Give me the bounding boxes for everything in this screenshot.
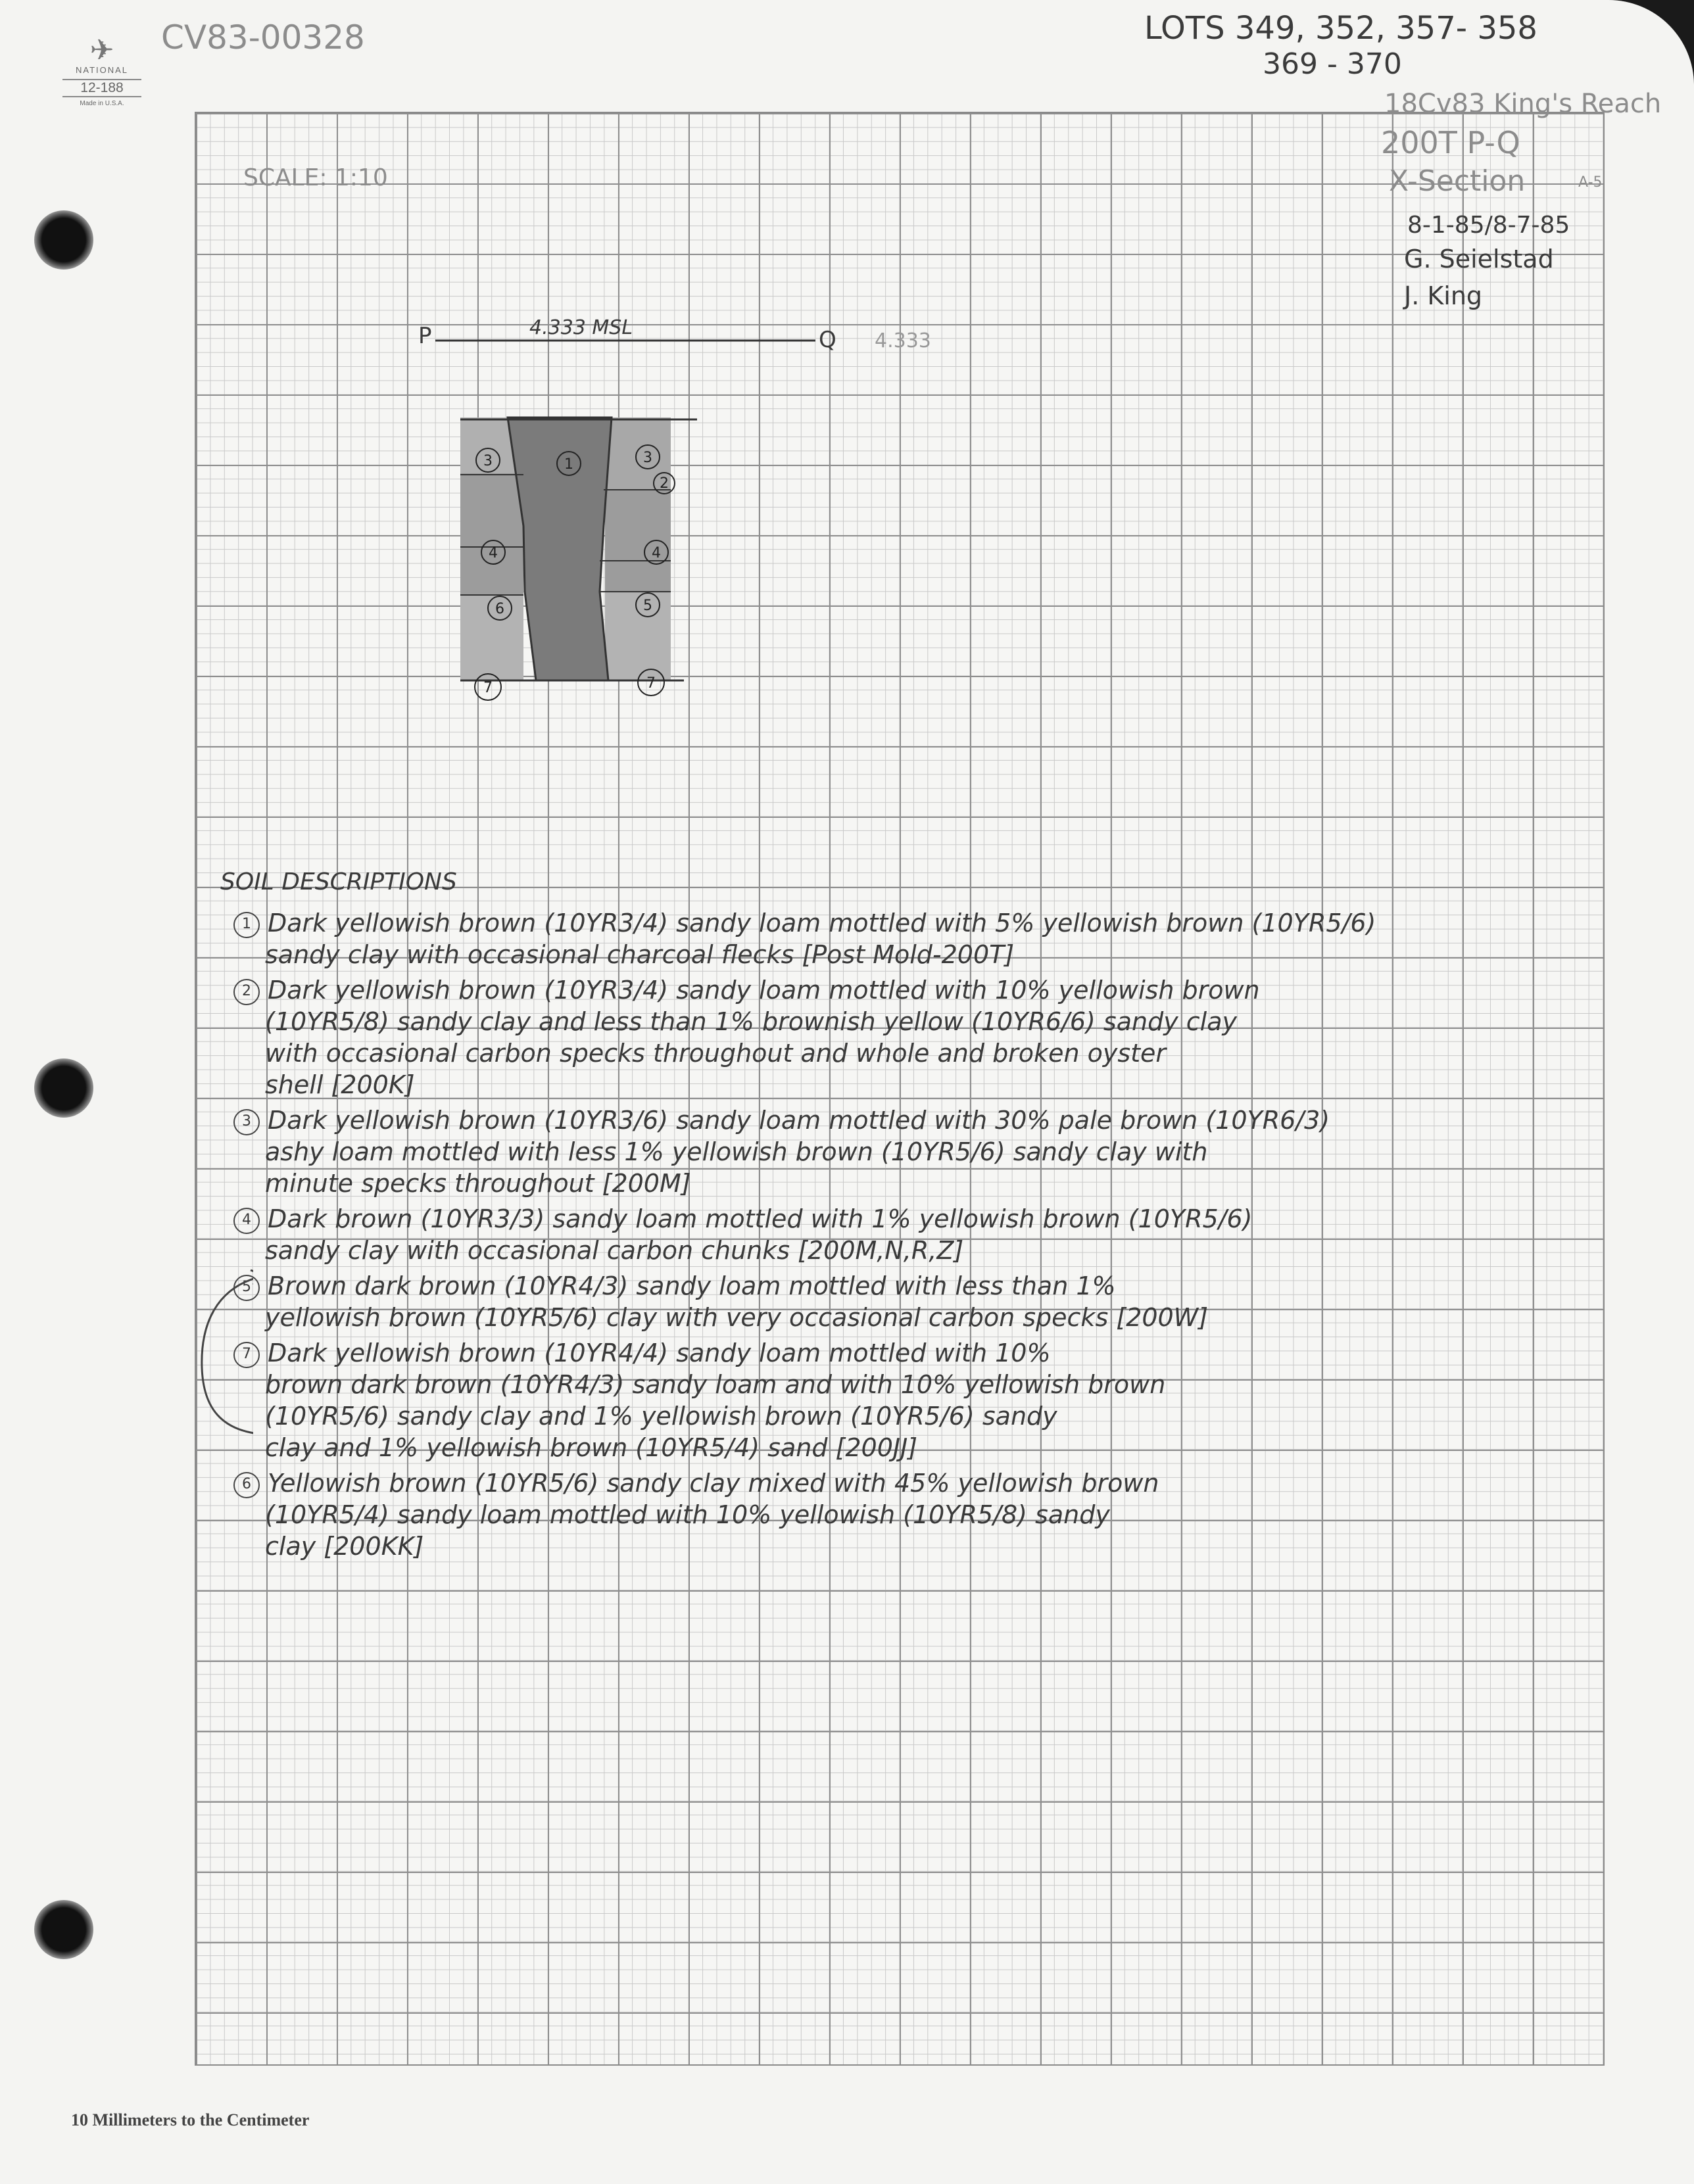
soil-item-line: yellowish brown (10YR5/6) clay with very occasional carbon specks [200W] xyxy=(265,1303,1209,1332)
soil-item-number: 3 xyxy=(233,1109,260,1135)
profile-drawing xyxy=(395,302,986,828)
layer-7-left xyxy=(460,595,523,680)
soil-item-line: brown dark brown (10YR4/3) sandy loam and with 10% yellowish brown xyxy=(265,1370,1166,1399)
paper-footer: 10 Millimeters to the Centimeter xyxy=(71,2110,310,2129)
soil-item-line: Dark yellowish brown (10YR3/4) sandy loam mottled with 10% yellowish brown xyxy=(268,976,1260,1005)
soil-item-line: shell [200K] xyxy=(265,1070,415,1099)
soil-item-number: 7 xyxy=(233,1342,260,1368)
logo-code: 12-188 xyxy=(62,79,141,97)
binder-hole-top xyxy=(34,210,93,270)
soil-item-line: Dark brown (10YR3/3) sandy loam mottled with 1% yellowish brown (10YR5/6) xyxy=(268,1204,1253,1233)
layer-7-right xyxy=(605,592,671,680)
logo-brand: NATIONAL xyxy=(75,65,129,75)
p-marker: P xyxy=(418,323,432,349)
datum-right: 4.333 xyxy=(875,329,931,352)
form-number: CV83-00328 xyxy=(161,18,365,57)
lots-line-1: LOTS 349, 352, 357- 358 xyxy=(1144,10,1537,47)
soil-item-line: Dark yellowish brown (10YR3/4) sandy loam mottled with 5% yellowish brown (10YR5/6) xyxy=(268,909,1376,938)
layer-label-right-5: 5 xyxy=(643,598,652,614)
reorder-arrow-icon xyxy=(187,1269,253,1466)
soil-item-line: Dark yellowish brown (10YR3/6) sandy loam mottled with 30% pale brown (10YR6/3) xyxy=(268,1106,1330,1135)
binder-hole-bottom xyxy=(34,1900,93,1959)
soil-item-line: Dark yellowish brown (10YR4/4) sandy loam mottled with 10% xyxy=(268,1339,1051,1367)
recorder-2: J. King xyxy=(1404,281,1483,310)
dates: 8-1-85/8-7-85 xyxy=(1407,212,1570,239)
soil-item-line: with occasional carbon specks throughout and whole and broken oyster xyxy=(265,1039,1167,1068)
soil-item-line: (10YR5/4) sandy loam mottled with 10% yellowish (10YR5/8) sandy xyxy=(265,1500,1110,1529)
lots-line-2: 369 - 370 xyxy=(1263,47,1402,81)
binder-hole-middle xyxy=(34,1058,93,1118)
soil-item-line: sandy clay with occasional carbon chunks [200M,N,R,Z] xyxy=(265,1236,964,1265)
soil-item-line: clay and 1% yellowish brown (10YR5/4) sand [200JJ] xyxy=(265,1433,918,1462)
soil-item xyxy=(233,907,1376,970)
layer-label-left-6: 6 xyxy=(495,601,504,617)
soil-item-line: (10YR5/8) sandy clay and less than 1% brownish yellow (10YR6/6) sandy clay xyxy=(265,1007,1237,1036)
soil-item-line: Yellowish brown (10YR5/6) sandy clay mixed with 45% yellowish brown xyxy=(268,1469,1159,1498)
soil-item-number: 5 xyxy=(233,1275,260,1301)
soil-item-line: ashy loam mottled with less 1% yellowish brown (10YR5/6) sandy clay with xyxy=(265,1137,1208,1166)
q-marker: Q xyxy=(819,327,836,353)
soil-item-line: clay [200KK] xyxy=(265,1532,424,1561)
soil-item xyxy=(233,1203,1376,1266)
scale-label: SCALE: 1:10 xyxy=(243,164,388,191)
soil-item xyxy=(233,974,1376,1101)
soil-item-number: 1 xyxy=(233,912,260,938)
layer-label-left-7: 7 xyxy=(483,680,493,696)
national-logo-icon: ✈ xyxy=(89,34,114,66)
soil-item-line: (10YR5/6) sandy clay and 1% yellowish brown (10YR5/6) sandy xyxy=(265,1402,1057,1431)
datum-label: 4.333 MSL xyxy=(529,316,633,339)
soil-item xyxy=(233,1270,1376,1333)
soil-item-number: 2 xyxy=(233,979,260,1005)
soil-heading: SOIL DESCRIPTIONS xyxy=(220,868,457,895)
site-number: 18Cv83 King's Reach xyxy=(1384,89,1662,119)
soil-item-number: 6 xyxy=(233,1472,260,1498)
manufacturer-logo xyxy=(62,36,141,107)
layer-label-left-3: 3 xyxy=(483,453,493,469)
soil-item xyxy=(233,1104,1376,1199)
layer-label-left-4: 4 xyxy=(489,545,498,561)
layer-label-center-1: 1 xyxy=(564,456,573,473)
soil-item-number: 4 xyxy=(233,1208,260,1234)
soil-item-line: minute specks throughout [200M] xyxy=(265,1169,691,1198)
layer-label-right-7: 7 xyxy=(646,675,656,692)
section-label: X-Section xyxy=(1389,164,1526,198)
section-suffix: A-5 xyxy=(1578,174,1603,191)
soil-item-line: Brown dark brown (10YR4/3) sandy loam mottled with less than 1% xyxy=(268,1271,1116,1300)
layer-label-right-2: 2 xyxy=(660,475,669,492)
layer-label-right-3: 3 xyxy=(643,450,652,466)
soil-item xyxy=(233,1467,1376,1562)
soil-item xyxy=(233,1337,1376,1463)
layer-label-right-4: 4 xyxy=(652,545,661,561)
soil-description-list xyxy=(233,907,1376,1566)
recorder-1: G. Seielstad xyxy=(1404,245,1554,273)
logo-made: Made in U.S.A. xyxy=(80,100,124,107)
unit-label: 200T P-Q xyxy=(1381,125,1520,160)
soil-item-line: sandy clay with occasional charcoal flecks [Post Mold-200T] xyxy=(265,940,1015,969)
